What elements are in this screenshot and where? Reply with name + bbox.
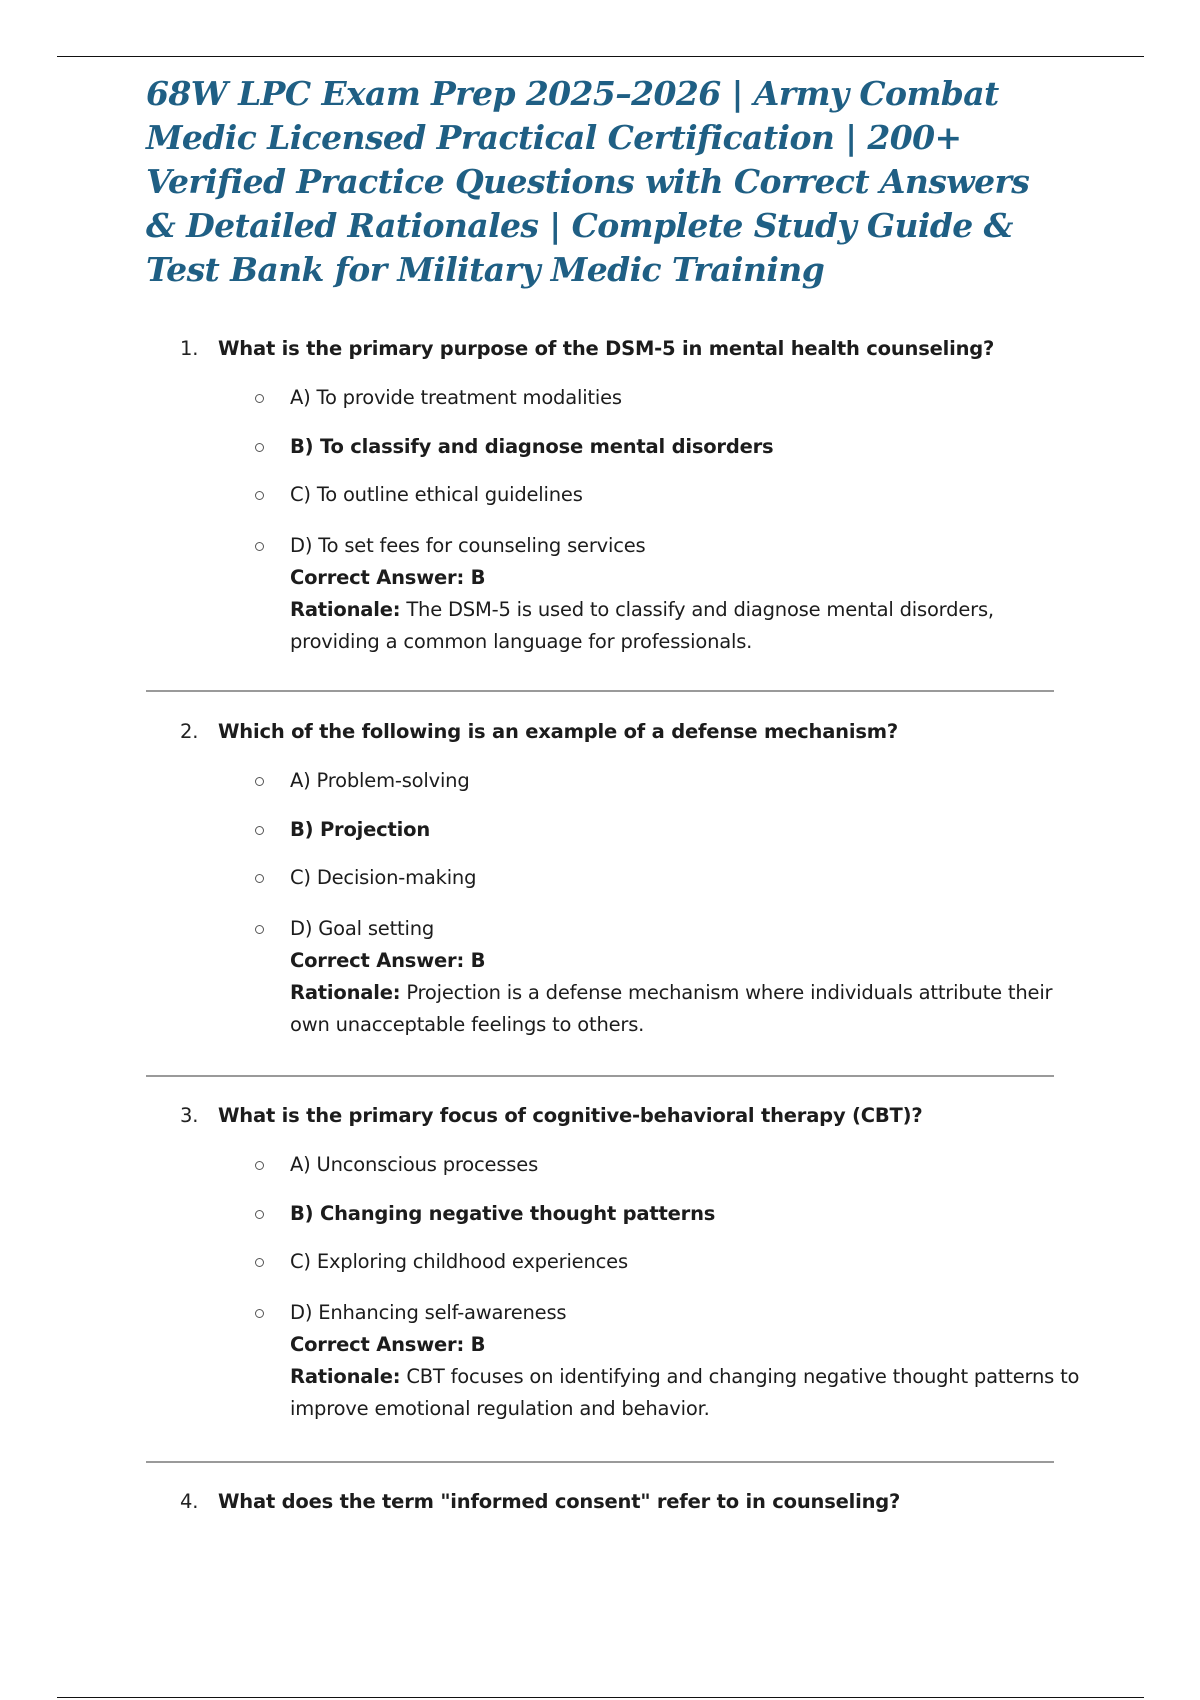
circle-bullet-icon	[255, 1258, 264, 1267]
option-text: B) Changing negative thought patterns	[290, 1201, 716, 1225]
rationale-text: Projection is a defense mechanism where individuals attribute their own unacceptable feelings to others.	[290, 980, 1053, 1036]
option-text: A) To provide treatment modalities	[290, 386, 622, 409]
option-text: D) Goal setting	[290, 916, 435, 940]
question-number: 1.	[180, 337, 199, 360]
correct-answer: Correct Answer: B	[290, 948, 486, 972]
option-text: B) To classify and diagnose mental disorders	[290, 434, 774, 458]
rationale-label: Rationale:	[290, 597, 401, 621]
circle-bullet-icon	[255, 1210, 264, 1219]
question-text: What is the primary purpose of the DSM-5 in mental health counseling?	[218, 337, 995, 360]
option-d-block	[180, 530, 1080, 658]
option-a	[180, 1151, 1080, 1200]
question-number: 2.	[180, 720, 199, 743]
rationale-label: Rationale:	[290, 1364, 401, 1388]
bottom-rule	[57, 1697, 1144, 1698]
circle-bullet-icon	[255, 1309, 264, 1318]
circle-bullet-icon	[255, 1161, 264, 1170]
question-2	[180, 718, 1080, 1041]
option-b	[180, 433, 1080, 482]
document-title: 68W LPC Exam Prep 2025–2026 | Army Combat Medic Licensed Practical Certification | 200+ Verified Practice Questions with Correct Answers & Detailed Rationales | Complete Study Guide & Test Bank for Military Medic Training	[146, 74, 1030, 289]
option-text: C) Exploring childhood experiences	[290, 1250, 628, 1273]
rationale-text: CBT focuses on identifying and changing negative thought patterns to improve emotional regulation and behavior.	[290, 1364, 1080, 1420]
question-1	[180, 335, 1080, 658]
option-c	[180, 481, 1080, 530]
circle-bullet-icon	[255, 874, 264, 883]
circle-bullet-icon	[255, 542, 264, 551]
options-list	[180, 1151, 1080, 1297]
circle-bullet-icon	[255, 925, 264, 934]
question-text: What does the term "informed consent" refer to in counseling?	[218, 1490, 901, 1513]
options-list	[180, 767, 1080, 913]
section-divider	[146, 690, 1054, 692]
option-a	[180, 384, 1080, 433]
question-number: 3.	[180, 1104, 199, 1127]
option-d-block	[180, 1297, 1080, 1425]
question-4-line	[180, 1488, 1080, 1516]
question-3	[180, 1102, 1080, 1425]
section-divider	[146, 1461, 1054, 1463]
circle-bullet-icon	[255, 826, 264, 835]
option-c	[180, 1248, 1080, 1297]
rationale-text: The DSM-5 is used to classify and diagnose mental disorders, providing a common language for professionals.	[290, 597, 994, 653]
option-text: C) Decision-making	[290, 866, 477, 889]
top-rule	[57, 56, 1144, 57]
question-3-line	[180, 1102, 1080, 1130]
circle-bullet-icon	[255, 491, 264, 500]
option-text: C) To outline ethical guidelines	[290, 483, 583, 506]
option-b	[180, 1200, 1080, 1249]
rationale	[290, 1361, 1080, 1425]
option-text: A) Problem-solving	[290, 769, 470, 792]
question-text: What is the primary focus of cognitive-behavioral therapy (CBT)?	[218, 1104, 923, 1127]
question-4	[180, 1488, 1080, 1516]
option-d-block	[180, 913, 1080, 1041]
option-text: D) Enhancing self-awareness	[290, 1300, 567, 1324]
circle-bullet-icon	[255, 443, 264, 452]
question-2-line	[180, 718, 1080, 746]
section-divider	[146, 1075, 1054, 1077]
option-a	[180, 767, 1080, 816]
correct-answer: Correct Answer: B	[290, 565, 486, 589]
rationale-label: Rationale:	[290, 980, 401, 1004]
circle-bullet-icon	[255, 394, 264, 403]
rationale	[290, 594, 1080, 658]
question-1-line	[180, 335, 1080, 363]
correct-answer: Correct Answer: B	[290, 1332, 486, 1356]
question-number: 4.	[180, 1490, 199, 1513]
option-c	[180, 864, 1080, 913]
rationale	[290, 977, 1080, 1041]
option-text: D) To set fees for counseling services	[290, 533, 646, 557]
question-text: Which of the following is an example of a defense mechanism?	[218, 720, 898, 743]
option-text: B) Projection	[290, 817, 431, 841]
option-b	[180, 816, 1080, 865]
option-text: A) Unconscious processes	[290, 1153, 539, 1176]
circle-bullet-icon	[255, 777, 264, 786]
options-list	[180, 384, 1080, 530]
